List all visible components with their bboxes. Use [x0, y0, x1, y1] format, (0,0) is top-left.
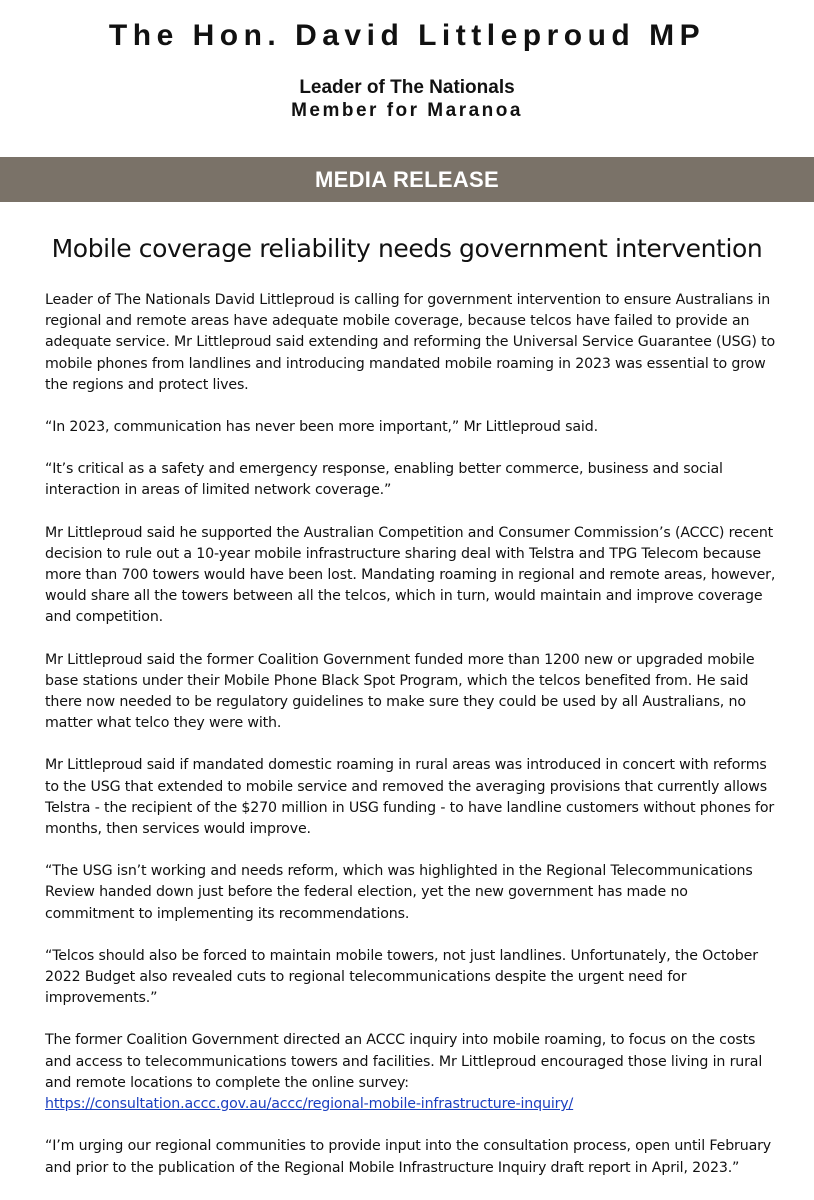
body-paragraph: Mr Littleproud said if mandated domestic roaming in rural areas was introduced in concert with reforms to the USG that extended to mobile service and removed the averaging provisions that currently allows Telstra - the recipient of the $270 million in USG funding - to have landline customers without phones for months, then services would improve. [45, 757, 775, 838]
body-paragraph: Mr Littleproud said the former Coalition Government funded more than 1200 new or upgraded mobile base stations under their Mobile Phone Black Spot Program, which the telcos benefited from. He said there now needed to be regulatory guidelines to make sure they could be used by all Australians, no matter what telco they were with. [45, 651, 755, 732]
survey-paragraph-text: The former Coalition Government directed an ACCC inquiry into mobile roaming, to focus on the costs and access to telecommunications towers and facilities. Mr Littleproud encouraged those living in rural and remote locations to complete the online survey: [45, 1032, 763, 1091]
mp-role-block [0, 76, 814, 122]
role-leader-line: Leader of The Nationals [299, 77, 515, 98]
closing-paragraph: “I’m urging our regional communities to provide input into the consultation process, open until February and prior to the publication of the Regional Mobile Infrastructure Inquiry draft report in April, 2023.” [45, 1138, 772, 1176]
body-paragraph: “In 2023, communication has never been more important,” Mr Littleproud said. [45, 419, 598, 436]
release-headline: Mobile coverage reliability needs government intervention [51, 234, 763, 263]
media-release-banner: MEDIA RELEASE [0, 157, 814, 202]
survey-paragraph [45, 1030, 779, 1115]
body-paragraph: “Telcos should also be forced to maintain mobile towers, not just landlines. Unfortunately, the October 2022 Budget also revealed cuts to regional telecommunications despite the urgent need for improvements.” [45, 947, 758, 1007]
body-paragraph: Leader of The Nationals David Littleproud is calling for government intervention to ensure Australians in regional and remote areas have adequate mobile coverage, because telcos have failed to provide an adequate service. Mr Littleproud said extending and reforming the Universal Service Guarantee (USG) to mobile phones from landlines and introducing mandated mobile roaming in 2023 was essential to grow the regions and protect lives. [45, 292, 776, 393]
body-paragraph: “It’s critical as a safety and emergency response, enabling better commerce, business and social interaction in areas of limited network coverage.” [45, 461, 723, 499]
release-body [45, 290, 779, 1200]
mp-name-title: The Hon. David Littleproud MP [108, 19, 706, 52]
body-paragraph: Mr Littleproud said he supported the Australian Competition and Consumer Commission’s (ACCC) recent decision to rule out a 10-year mobile infrastructure sharing deal with Telstra and TPG Telecom because more than 700 towers would have been lost. Mandating roaming in regional and remote areas, however, would share all the towers between all the telcos, which in turn, would maintain and improve coverage and competition. [45, 524, 776, 626]
role-member-line: Member for Maranoa [291, 100, 523, 121]
survey-link[interactable]: https://consultation.accc.gov.au/accc/regional-mobile-infrastructure-inquiry/ [45, 1096, 574, 1113]
body-paragraph: “The USG isn’t working and needs reform, which was highlighted in the Regional Telecommunications Review handed down just before the federal election, yet the new government has made no commitment to implementing its recommendations. [45, 863, 753, 922]
